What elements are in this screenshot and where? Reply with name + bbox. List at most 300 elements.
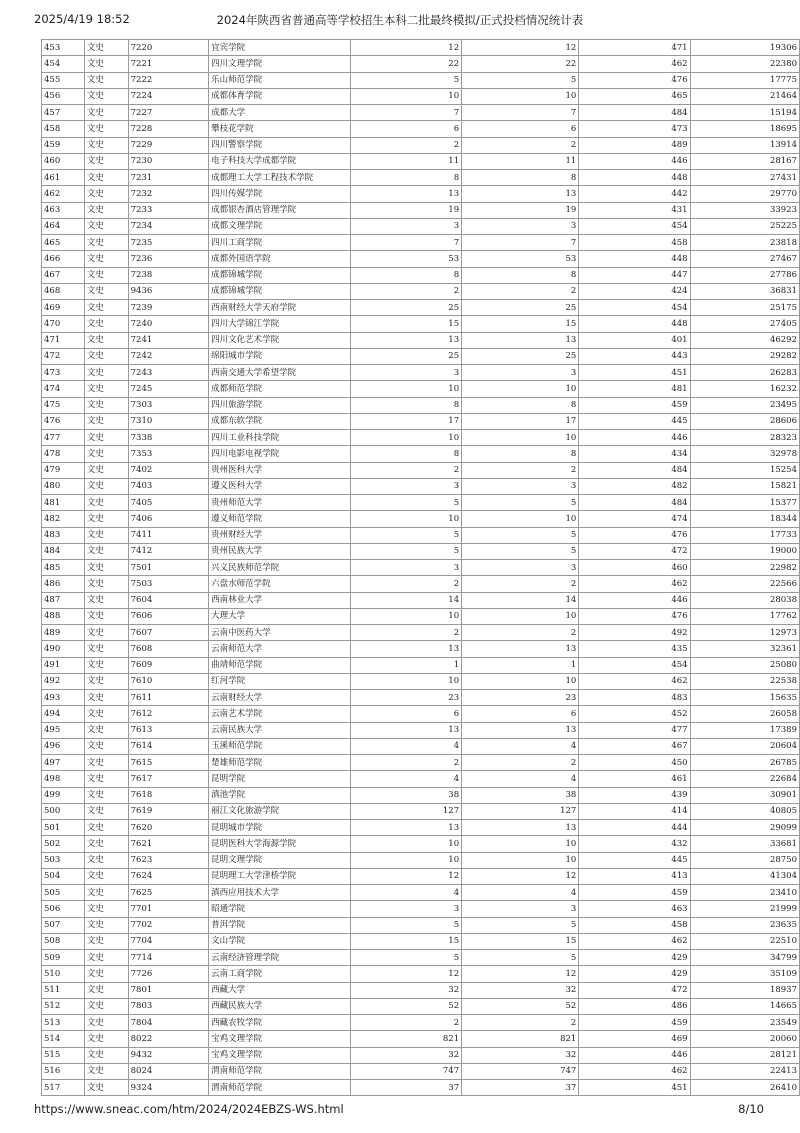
subject-type-cell: 文史 bbox=[84, 673, 128, 689]
school-name-cell: 四川旅游学院 bbox=[209, 397, 351, 413]
table-row bbox=[42, 982, 800, 998]
min-score-cell: 476 bbox=[579, 72, 690, 88]
school-code-cell: 7224 bbox=[128, 88, 209, 104]
row-index-cell: 466 bbox=[42, 251, 85, 267]
table-row bbox=[42, 186, 800, 202]
min-score-cell: 462 bbox=[579, 933, 690, 949]
table-row bbox=[42, 625, 800, 641]
table-row bbox=[42, 316, 800, 332]
min-score-cell: 462 bbox=[579, 56, 690, 72]
min-rank-cell: 22510 bbox=[690, 933, 799, 949]
school-code-cell: 7236 bbox=[128, 251, 209, 267]
school-code-cell: 7726 bbox=[128, 966, 209, 982]
school-code-cell: 9436 bbox=[128, 283, 209, 299]
min-rank-cell: 28606 bbox=[690, 413, 799, 429]
table-body bbox=[42, 40, 800, 1096]
subject-type-cell: 文史 bbox=[84, 787, 128, 803]
row-index-cell: 462 bbox=[42, 186, 85, 202]
row-index-cell: 476 bbox=[42, 413, 85, 429]
table-row bbox=[42, 820, 800, 836]
school-code-cell: 7617 bbox=[128, 771, 209, 787]
school-name-cell: 遵义师范学院 bbox=[209, 511, 351, 527]
school-code-cell: 7303 bbox=[128, 397, 209, 413]
admitted-count-cell: 11 bbox=[462, 153, 579, 169]
min-rank-cell: 28038 bbox=[690, 592, 799, 608]
school-name-cell: 滇池学院 bbox=[209, 787, 351, 803]
min-rank-cell: 26283 bbox=[690, 365, 799, 381]
subject-type-cell: 文史 bbox=[84, 137, 128, 153]
min-score-cell: 429 bbox=[579, 966, 690, 982]
admitted-count-cell: 5 bbox=[462, 495, 579, 511]
school-code-cell: 8022 bbox=[128, 1031, 209, 1047]
min-score-cell: 462 bbox=[579, 576, 690, 592]
row-index-cell: 460 bbox=[42, 153, 85, 169]
admitted-count-cell: 3 bbox=[462, 218, 579, 234]
subject-type-cell: 文史 bbox=[84, 657, 128, 673]
school-code-cell: 7229 bbox=[128, 137, 209, 153]
admitted-count-cell: 1 bbox=[462, 657, 579, 673]
school-name-cell: 四川工业科技学院 bbox=[209, 430, 351, 446]
plan-count-cell: 23 bbox=[350, 690, 461, 706]
admitted-count-cell: 12 bbox=[462, 40, 579, 56]
subject-type-cell: 文史 bbox=[84, 462, 128, 478]
plan-count-cell: 127 bbox=[350, 803, 461, 819]
row-index-cell: 514 bbox=[42, 1031, 85, 1047]
min-score-cell: 459 bbox=[579, 885, 690, 901]
row-index-cell: 465 bbox=[42, 235, 85, 251]
school-code-cell: 7618 bbox=[128, 787, 209, 803]
row-index-cell: 479 bbox=[42, 462, 85, 478]
subject-type-cell: 文史 bbox=[84, 1080, 128, 1096]
min-score-cell: 459 bbox=[579, 1015, 690, 1031]
school-code-cell: 7245 bbox=[128, 381, 209, 397]
subject-type-cell: 文史 bbox=[84, 966, 128, 982]
school-name-cell: 云南师范大学 bbox=[209, 641, 351, 657]
min-rank-cell: 16232 bbox=[690, 381, 799, 397]
subject-type-cell: 文史 bbox=[84, 1047, 128, 1063]
subject-type-cell: 文史 bbox=[84, 316, 128, 332]
table-row bbox=[42, 868, 800, 884]
admitted-count-cell: 3 bbox=[462, 901, 579, 917]
plan-count-cell: 32 bbox=[350, 1047, 461, 1063]
school-name-cell: 玉溪师范学院 bbox=[209, 738, 351, 754]
school-name-cell: 昆明城市学院 bbox=[209, 820, 351, 836]
row-index-cell: 456 bbox=[42, 88, 85, 104]
min-score-cell: 448 bbox=[579, 251, 690, 267]
school-name-cell: 云南艺术学院 bbox=[209, 706, 351, 722]
subject-type-cell: 文史 bbox=[84, 218, 128, 234]
admitted-count-cell: 53 bbox=[462, 251, 579, 267]
min-score-cell: 452 bbox=[579, 706, 690, 722]
min-score-cell: 445 bbox=[579, 413, 690, 429]
min-score-cell: 401 bbox=[579, 332, 690, 348]
min-rank-cell: 28121 bbox=[690, 1047, 799, 1063]
school-code-cell: 9432 bbox=[128, 1047, 209, 1063]
school-name-cell: 普洱学院 bbox=[209, 917, 351, 933]
plan-count-cell: 6 bbox=[350, 121, 461, 137]
row-index-cell: 473 bbox=[42, 365, 85, 381]
row-index-cell: 502 bbox=[42, 836, 85, 852]
subject-type-cell: 文史 bbox=[84, 170, 128, 186]
min-score-cell: 476 bbox=[579, 608, 690, 624]
plan-count-cell: 10 bbox=[350, 608, 461, 624]
school-code-cell: 7241 bbox=[128, 332, 209, 348]
plan-count-cell: 2 bbox=[350, 755, 461, 771]
school-name-cell: 绵阳城市学院 bbox=[209, 348, 351, 364]
school-name-cell: 成都体育学院 bbox=[209, 88, 351, 104]
school-code-cell: 7411 bbox=[128, 527, 209, 543]
min-rank-cell: 22538 bbox=[690, 673, 799, 689]
table-row bbox=[42, 852, 800, 868]
table-row bbox=[42, 56, 800, 72]
school-code-cell: 7615 bbox=[128, 755, 209, 771]
min-rank-cell: 12973 bbox=[690, 625, 799, 641]
plan-count-cell: 10 bbox=[350, 511, 461, 527]
plan-count-cell: 13 bbox=[350, 820, 461, 836]
school-code-cell: 7230 bbox=[128, 153, 209, 169]
subject-type-cell: 文史 bbox=[84, 950, 128, 966]
subject-type-cell: 文史 bbox=[84, 608, 128, 624]
row-index-cell: 506 bbox=[42, 901, 85, 917]
school-name-cell: 成都锦城学院 bbox=[209, 283, 351, 299]
school-name-cell: 电子科技大学成都学院 bbox=[209, 153, 351, 169]
plan-count-cell: 10 bbox=[350, 852, 461, 868]
row-index-cell: 485 bbox=[42, 560, 85, 576]
table-row bbox=[42, 72, 800, 88]
admitted-count-cell: 5 bbox=[462, 527, 579, 543]
row-index-cell: 486 bbox=[42, 576, 85, 592]
admitted-count-cell: 37 bbox=[462, 1080, 579, 1096]
school-code-cell: 7222 bbox=[128, 72, 209, 88]
table-row bbox=[42, 267, 800, 283]
min-score-cell: 439 bbox=[579, 787, 690, 803]
subject-type-cell: 文史 bbox=[84, 625, 128, 641]
min-score-cell: 465 bbox=[579, 88, 690, 104]
plan-count-cell: 2 bbox=[350, 462, 461, 478]
table-row bbox=[42, 690, 800, 706]
plan-count-cell: 4 bbox=[350, 771, 461, 787]
min-rank-cell: 27405 bbox=[690, 316, 799, 332]
row-index-cell: 508 bbox=[42, 933, 85, 949]
subject-type-cell: 文史 bbox=[84, 738, 128, 754]
plan-count-cell: 7 bbox=[350, 235, 461, 251]
admitted-count-cell: 25 bbox=[462, 300, 579, 316]
plan-count-cell: 3 bbox=[350, 218, 461, 234]
plan-count-cell: 10 bbox=[350, 673, 461, 689]
school-name-cell: 楚雄师范学院 bbox=[209, 755, 351, 771]
school-name-cell: 昆明医科大学海源学院 bbox=[209, 836, 351, 852]
subject-type-cell: 文史 bbox=[84, 72, 128, 88]
school-code-cell: 7402 bbox=[128, 462, 209, 478]
plan-count-cell: 5 bbox=[350, 72, 461, 88]
min-rank-cell: 18344 bbox=[690, 511, 799, 527]
admitted-count-cell: 15 bbox=[462, 316, 579, 332]
row-index-cell: 471 bbox=[42, 332, 85, 348]
school-name-cell: 西藏农牧学院 bbox=[209, 1015, 351, 1031]
school-name-cell: 西藏民族大学 bbox=[209, 998, 351, 1014]
min-rank-cell: 27431 bbox=[690, 170, 799, 186]
plan-count-cell: 12 bbox=[350, 40, 461, 56]
page-footer bbox=[0, 1099, 800, 1119]
min-score-cell: 443 bbox=[579, 348, 690, 364]
min-rank-cell: 15821 bbox=[690, 478, 799, 494]
min-score-cell: 446 bbox=[579, 430, 690, 446]
row-index-cell: 453 bbox=[42, 40, 85, 56]
school-name-cell: 西藏大学 bbox=[209, 982, 351, 998]
admitted-count-cell: 5 bbox=[462, 543, 579, 559]
subject-type-cell: 文史 bbox=[84, 868, 128, 884]
school-name-cell: 遵义医科大学 bbox=[209, 478, 351, 494]
min-score-cell: 469 bbox=[579, 1031, 690, 1047]
plan-count-cell: 5 bbox=[350, 950, 461, 966]
subject-type-cell: 文史 bbox=[84, 121, 128, 137]
school-name-cell: 昭通学院 bbox=[209, 901, 351, 917]
min-score-cell: 473 bbox=[579, 121, 690, 137]
subject-type-cell: 文史 bbox=[84, 430, 128, 446]
admitted-count-cell: 13 bbox=[462, 641, 579, 657]
admitted-count-cell: 17 bbox=[462, 413, 579, 429]
min-rank-cell: 23410 bbox=[690, 885, 799, 901]
plan-count-cell: 52 bbox=[350, 998, 461, 1014]
min-score-cell: 454 bbox=[579, 300, 690, 316]
school-code-cell: 7610 bbox=[128, 673, 209, 689]
min-rank-cell: 25175 bbox=[690, 300, 799, 316]
plan-count-cell: 13 bbox=[350, 641, 461, 657]
school-name-cell: 云南民族大学 bbox=[209, 722, 351, 738]
plan-count-cell: 8 bbox=[350, 446, 461, 462]
table-row bbox=[42, 592, 800, 608]
min-rank-cell: 13914 bbox=[690, 137, 799, 153]
school-code-cell: 7609 bbox=[128, 657, 209, 673]
min-rank-cell: 33681 bbox=[690, 836, 799, 852]
row-index-cell: 498 bbox=[42, 771, 85, 787]
min-score-cell: 492 bbox=[579, 625, 690, 641]
plan-count-cell: 7 bbox=[350, 105, 461, 121]
table-row bbox=[42, 397, 800, 413]
admitted-count-cell: 4 bbox=[462, 771, 579, 787]
school-code-cell: 7338 bbox=[128, 430, 209, 446]
school-name-cell: 四川工商学院 bbox=[209, 235, 351, 251]
subject-type-cell: 文史 bbox=[84, 998, 128, 1014]
min-score-cell: 446 bbox=[579, 1047, 690, 1063]
school-name-cell: 昆明学院 bbox=[209, 771, 351, 787]
row-index-cell: 455 bbox=[42, 72, 85, 88]
admitted-count-cell: 4 bbox=[462, 885, 579, 901]
min-score-cell: 435 bbox=[579, 641, 690, 657]
subject-type-cell: 文史 bbox=[84, 235, 128, 251]
row-index-cell: 475 bbox=[42, 397, 85, 413]
min-rank-cell: 21464 bbox=[690, 88, 799, 104]
admitted-count-cell: 127 bbox=[462, 803, 579, 819]
table-row bbox=[42, 283, 800, 299]
subject-type-cell: 文史 bbox=[84, 820, 128, 836]
min-rank-cell: 22982 bbox=[690, 560, 799, 576]
school-name-cell: 渭南师范学院 bbox=[209, 1080, 351, 1096]
min-score-cell: 462 bbox=[579, 1063, 690, 1079]
table-row bbox=[42, 1031, 800, 1047]
admitted-count-cell: 8 bbox=[462, 267, 579, 283]
school-code-cell: 7611 bbox=[128, 690, 209, 706]
school-name-cell: 贵州财经大学 bbox=[209, 527, 351, 543]
plan-count-cell: 2 bbox=[350, 625, 461, 641]
min-score-cell: 445 bbox=[579, 852, 690, 868]
min-score-cell: 461 bbox=[579, 771, 690, 787]
plan-count-cell: 3 bbox=[350, 478, 461, 494]
subject-type-cell: 文史 bbox=[84, 560, 128, 576]
subject-type-cell: 文史 bbox=[84, 348, 128, 364]
subject-type-cell: 文史 bbox=[84, 771, 128, 787]
school-code-cell: 7801 bbox=[128, 982, 209, 998]
school-code-cell: 7233 bbox=[128, 202, 209, 218]
table-row bbox=[42, 218, 800, 234]
school-name-cell: 西南交通大学希望学院 bbox=[209, 365, 351, 381]
plan-count-cell: 5 bbox=[350, 527, 461, 543]
min-rank-cell: 17389 bbox=[690, 722, 799, 738]
plan-count-cell: 12 bbox=[350, 966, 461, 982]
subject-type-cell: 文史 bbox=[84, 478, 128, 494]
admitted-count-cell: 10 bbox=[462, 608, 579, 624]
school-name-cell: 四川传媒学院 bbox=[209, 186, 351, 202]
min-score-cell: 459 bbox=[579, 397, 690, 413]
subject-type-cell: 文史 bbox=[84, 332, 128, 348]
min-rank-cell: 20060 bbox=[690, 1031, 799, 1047]
subject-type-cell: 文史 bbox=[84, 755, 128, 771]
school-code-cell: 7608 bbox=[128, 641, 209, 657]
table-row bbox=[42, 495, 800, 511]
table-row bbox=[42, 413, 800, 429]
school-name-cell: 曲靖师范学院 bbox=[209, 657, 351, 673]
min-rank-cell: 32978 bbox=[690, 446, 799, 462]
min-score-cell: 484 bbox=[579, 462, 690, 478]
school-name-cell: 六盘水师范学院 bbox=[209, 576, 351, 592]
table-row bbox=[42, 121, 800, 137]
plan-count-cell: 8 bbox=[350, 267, 461, 283]
admitted-count-cell: 52 bbox=[462, 998, 579, 1014]
table-row bbox=[42, 381, 800, 397]
school-code-cell: 7221 bbox=[128, 56, 209, 72]
table-row bbox=[42, 332, 800, 348]
subject-type-cell: 文史 bbox=[84, 933, 128, 949]
school-name-cell: 成都理工大学工程技术学院 bbox=[209, 170, 351, 186]
row-index-cell: 484 bbox=[42, 543, 85, 559]
table-row bbox=[42, 1063, 800, 1079]
row-index-cell: 507 bbox=[42, 917, 85, 933]
min-rank-cell: 22413 bbox=[690, 1063, 799, 1079]
school-name-cell: 云南中医药大学 bbox=[209, 625, 351, 641]
school-code-cell: 8024 bbox=[128, 1063, 209, 1079]
min-rank-cell: 22684 bbox=[690, 771, 799, 787]
plan-count-cell: 821 bbox=[350, 1031, 461, 1047]
row-index-cell: 493 bbox=[42, 690, 85, 706]
school-code-cell: 7310 bbox=[128, 413, 209, 429]
admitted-count-cell: 10 bbox=[462, 852, 579, 868]
table-row bbox=[42, 478, 800, 494]
admitted-count-cell: 10 bbox=[462, 88, 579, 104]
subject-type-cell: 文史 bbox=[84, 446, 128, 462]
admitted-count-cell: 8 bbox=[462, 397, 579, 413]
subject-type-cell: 文史 bbox=[84, 706, 128, 722]
row-index-cell: 517 bbox=[42, 1080, 85, 1096]
min-score-cell: 446 bbox=[579, 153, 690, 169]
row-index-cell: 504 bbox=[42, 868, 85, 884]
row-index-cell: 464 bbox=[42, 218, 85, 234]
plan-count-cell: 19 bbox=[350, 202, 461, 218]
subject-type-cell: 文史 bbox=[84, 495, 128, 511]
plan-count-cell: 38 bbox=[350, 787, 461, 803]
subject-type-cell: 文史 bbox=[84, 40, 128, 56]
min-rank-cell: 28750 bbox=[690, 852, 799, 868]
school-name-cell: 成都师范学院 bbox=[209, 381, 351, 397]
admitted-count-cell: 747 bbox=[462, 1063, 579, 1079]
admitted-count-cell: 2 bbox=[462, 755, 579, 771]
row-index-cell: 487 bbox=[42, 592, 85, 608]
school-name-cell: 攀枝花学院 bbox=[209, 121, 351, 137]
school-name-cell: 昆明文理学院 bbox=[209, 852, 351, 868]
min-rank-cell: 26785 bbox=[690, 755, 799, 771]
school-name-cell: 丽江文化旅游学院 bbox=[209, 803, 351, 819]
min-score-cell: 447 bbox=[579, 267, 690, 283]
subject-type-cell: 文史 bbox=[84, 641, 128, 657]
school-code-cell: 7803 bbox=[128, 998, 209, 1014]
school-name-cell: 宝鸡文理学院 bbox=[209, 1047, 351, 1063]
school-code-cell: 7704 bbox=[128, 933, 209, 949]
subject-type-cell: 文史 bbox=[84, 365, 128, 381]
school-code-cell: 7620 bbox=[128, 820, 209, 836]
row-index-cell: 461 bbox=[42, 170, 85, 186]
school-code-cell: 9324 bbox=[128, 1080, 209, 1096]
admission-stats-table bbox=[41, 39, 800, 1096]
min-score-cell: 472 bbox=[579, 982, 690, 998]
school-code-cell: 7231 bbox=[128, 170, 209, 186]
table-row bbox=[42, 641, 800, 657]
school-name-cell: 贵州医科大学 bbox=[209, 462, 351, 478]
admitted-count-cell: 22 bbox=[462, 56, 579, 72]
school-name-cell: 宜宾学院 bbox=[209, 40, 351, 56]
min-rank-cell: 28323 bbox=[690, 430, 799, 446]
row-index-cell: 470 bbox=[42, 316, 85, 332]
admitted-count-cell: 13 bbox=[462, 722, 579, 738]
school-code-cell: 7701 bbox=[128, 901, 209, 917]
admitted-count-cell: 2 bbox=[462, 137, 579, 153]
min-score-cell: 454 bbox=[579, 218, 690, 234]
row-index-cell: 458 bbox=[42, 121, 85, 137]
row-index-cell: 494 bbox=[42, 706, 85, 722]
row-index-cell: 468 bbox=[42, 283, 85, 299]
school-name-cell: 贵州民族大学 bbox=[209, 543, 351, 559]
plan-count-cell: 11 bbox=[350, 153, 461, 169]
row-index-cell: 483 bbox=[42, 527, 85, 543]
table-row bbox=[42, 251, 800, 267]
plan-count-cell: 2 bbox=[350, 1015, 461, 1031]
document-title: 2024年陕西省普通高等学校招生本科二批最终模拟/正式投档情况统计表 bbox=[216, 13, 584, 27]
table-row bbox=[42, 608, 800, 624]
table-row bbox=[42, 950, 800, 966]
table-row bbox=[42, 105, 800, 121]
school-name-cell: 云南财经大学 bbox=[209, 690, 351, 706]
min-rank-cell: 36831 bbox=[690, 283, 799, 299]
plan-count-cell: 5 bbox=[350, 543, 461, 559]
school-code-cell: 7406 bbox=[128, 511, 209, 527]
row-index-cell: 477 bbox=[42, 430, 85, 446]
plan-count-cell: 13 bbox=[350, 332, 461, 348]
subject-type-cell: 文史 bbox=[84, 543, 128, 559]
min-rank-cell: 19000 bbox=[690, 543, 799, 559]
min-rank-cell: 20604 bbox=[690, 738, 799, 754]
admitted-count-cell: 7 bbox=[462, 105, 579, 121]
row-index-cell: 512 bbox=[42, 998, 85, 1014]
row-index-cell: 516 bbox=[42, 1063, 85, 1079]
school-name-cell: 四川文化艺术学院 bbox=[209, 332, 351, 348]
